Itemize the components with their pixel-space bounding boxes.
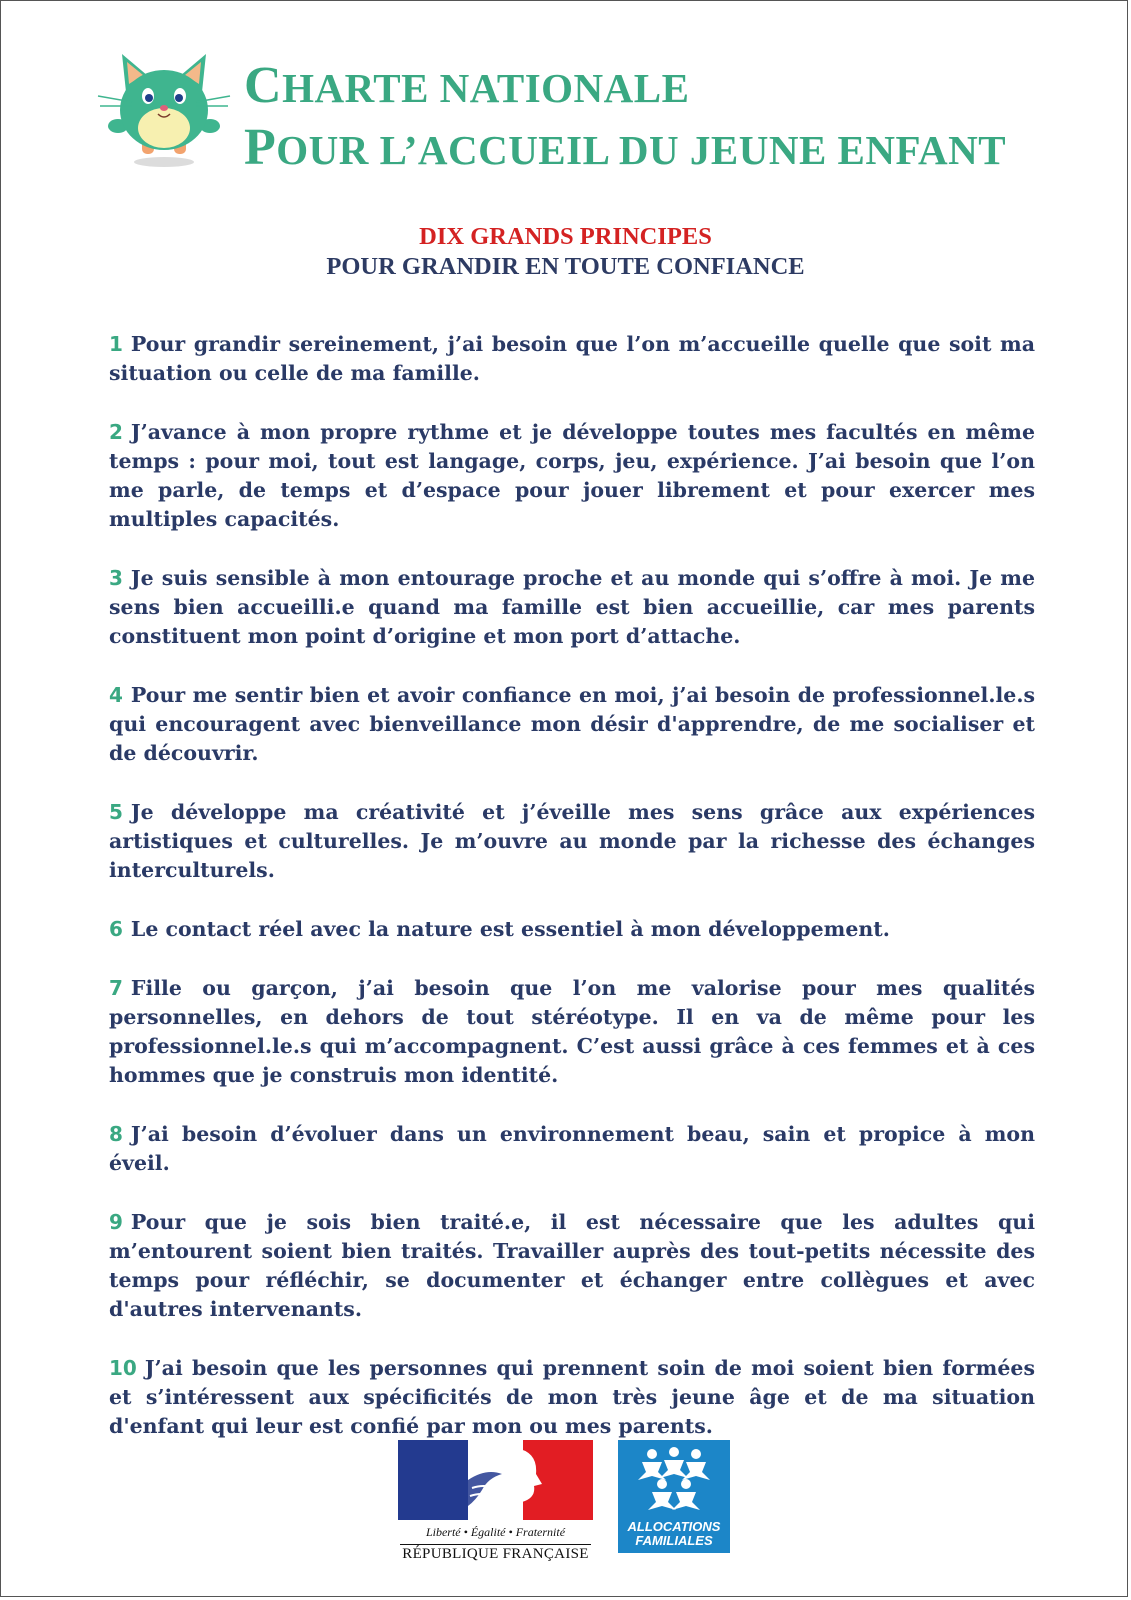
principle-number: 9: [109, 1210, 123, 1234]
principle-number: 10: [109, 1356, 137, 1380]
caf-name: [618, 1520, 730, 1548]
principle-text: Je développe ma créativité et j’éveille mes sens grâce aux expériences artistiques et culturelles. Je m’ouvre au monde par la richesse des échanges interculturels.: [109, 800, 1035, 882]
page-title: [244, 56, 1064, 180]
rf-motto: Liberté • Égalité • Fraternité: [425, 1525, 566, 1539]
principle-number: 5: [109, 800, 123, 824]
title-line-2: POUR L’ACCUEIL DU JEUNE ENFANT: [244, 119, 1007, 176]
caf-line-1: ALLOCATIONS: [627, 1519, 721, 1534]
principle-item: [109, 681, 1035, 768]
principles-list: [109, 330, 1035, 1471]
republique-francaise-logo: [398, 1440, 593, 1562]
family-figures-icon: [632, 1446, 716, 1518]
principle-number: 6: [109, 917, 123, 941]
principle-number: 8: [109, 1122, 123, 1146]
principle-number: 3: [109, 566, 123, 590]
principle-item: [109, 1354, 1035, 1441]
subtitle-line-2: POUR GRANDIR EN TOUTE CONFIANCE: [326, 253, 805, 280]
principle-item: [109, 915, 1035, 944]
principle-text: Fille ou garçon, j’ai besoin que l’on me valorise pour mes qualités personnelles, en dehors de tout stéréotype. Il en va de même pour les professionnel.le.s qui m’accompagnent. C’est aussi grâce à ces femmes et à ces hommes que je construis mon identité.: [109, 976, 1035, 1087]
principle-item: [109, 798, 1035, 885]
marianne-flag-icon: [398, 1440, 593, 1520]
principle-text: J’ai besoin que les personnes qui prennent soin de moi soient bien formées et s’intéressent aux spécificités de mon très jeune âge et de ma situation d'enfant qui leur est confié par mon ou mes parents.: [109, 1356, 1035, 1438]
cat-mascot-illustration: [96, 44, 232, 170]
principle-text: Pour me sentir bien et avoir confiance en moi, j’ai besoin de professionnel.le.s qui encouragent avec bienveillance mon désir d'apprendre, de me socialiser et de découvrir.: [109, 683, 1035, 765]
subtitle: [0, 222, 1131, 282]
rf-divider: [400, 1544, 591, 1545]
principle-number: 2: [109, 420, 123, 444]
principle-item: [109, 1208, 1035, 1324]
principle-number: 4: [109, 683, 123, 707]
principle-number: 7: [109, 976, 123, 1000]
principle-item: [109, 418, 1035, 534]
principle-item: [109, 330, 1035, 388]
principle-text: Le contact réel avec la nature est essentiel à mon développement.: [130, 917, 890, 941]
principle-text: Je suis sensible à mon entourage proche et au monde qui s’offre à moi. Je me sens bien accueilli.e quand ma famille est bien accueillie, car mes parents constituent mon point d’origine et mon port d’attache.: [109, 566, 1035, 648]
rf-name: RÉPUBLIQUE FRANÇAISE: [402, 1546, 589, 1562]
principle-item: [109, 564, 1035, 651]
principle-item: [109, 974, 1035, 1090]
principle-text: Pour que je sois bien traité.e, il est nécessaire que les adultes qui m’entourent soient bien traités. Travailler auprès des tout-petits nécessite des temps pour réfléchir, se documenter et échanger entre collègues et avec d'autres intervenants.: [109, 1210, 1035, 1321]
caf-logo: [618, 1440, 730, 1553]
subtitle-line-1: DIX GRANDS PRINCIPES: [419, 223, 712, 250]
principle-text: J’avance à mon propre rythme et je développe toutes mes facultés en même temps : pour moi, tout est langage, corps, jeu, expérience. J’ai besoin que l’on me parle, de temps et d’espace pour jouer librement et pour exercer mes multiples capacités.: [109, 420, 1035, 531]
principle-number: 1: [109, 332, 123, 356]
principle-text: J’ai besoin d’évoluer dans un environnement beau, sain et propice à mon éveil.: [109, 1122, 1035, 1175]
principle-item: [109, 1120, 1035, 1178]
caf-line-2: FAMILIALES: [635, 1533, 713, 1548]
title-line-1: CHARTE NATIONALE: [244, 57, 690, 114]
principle-text: Pour grandir sereinement, j’ai besoin que l’on m’accueille quelle que soit ma situation ou celle de ma famille.: [109, 332, 1035, 385]
